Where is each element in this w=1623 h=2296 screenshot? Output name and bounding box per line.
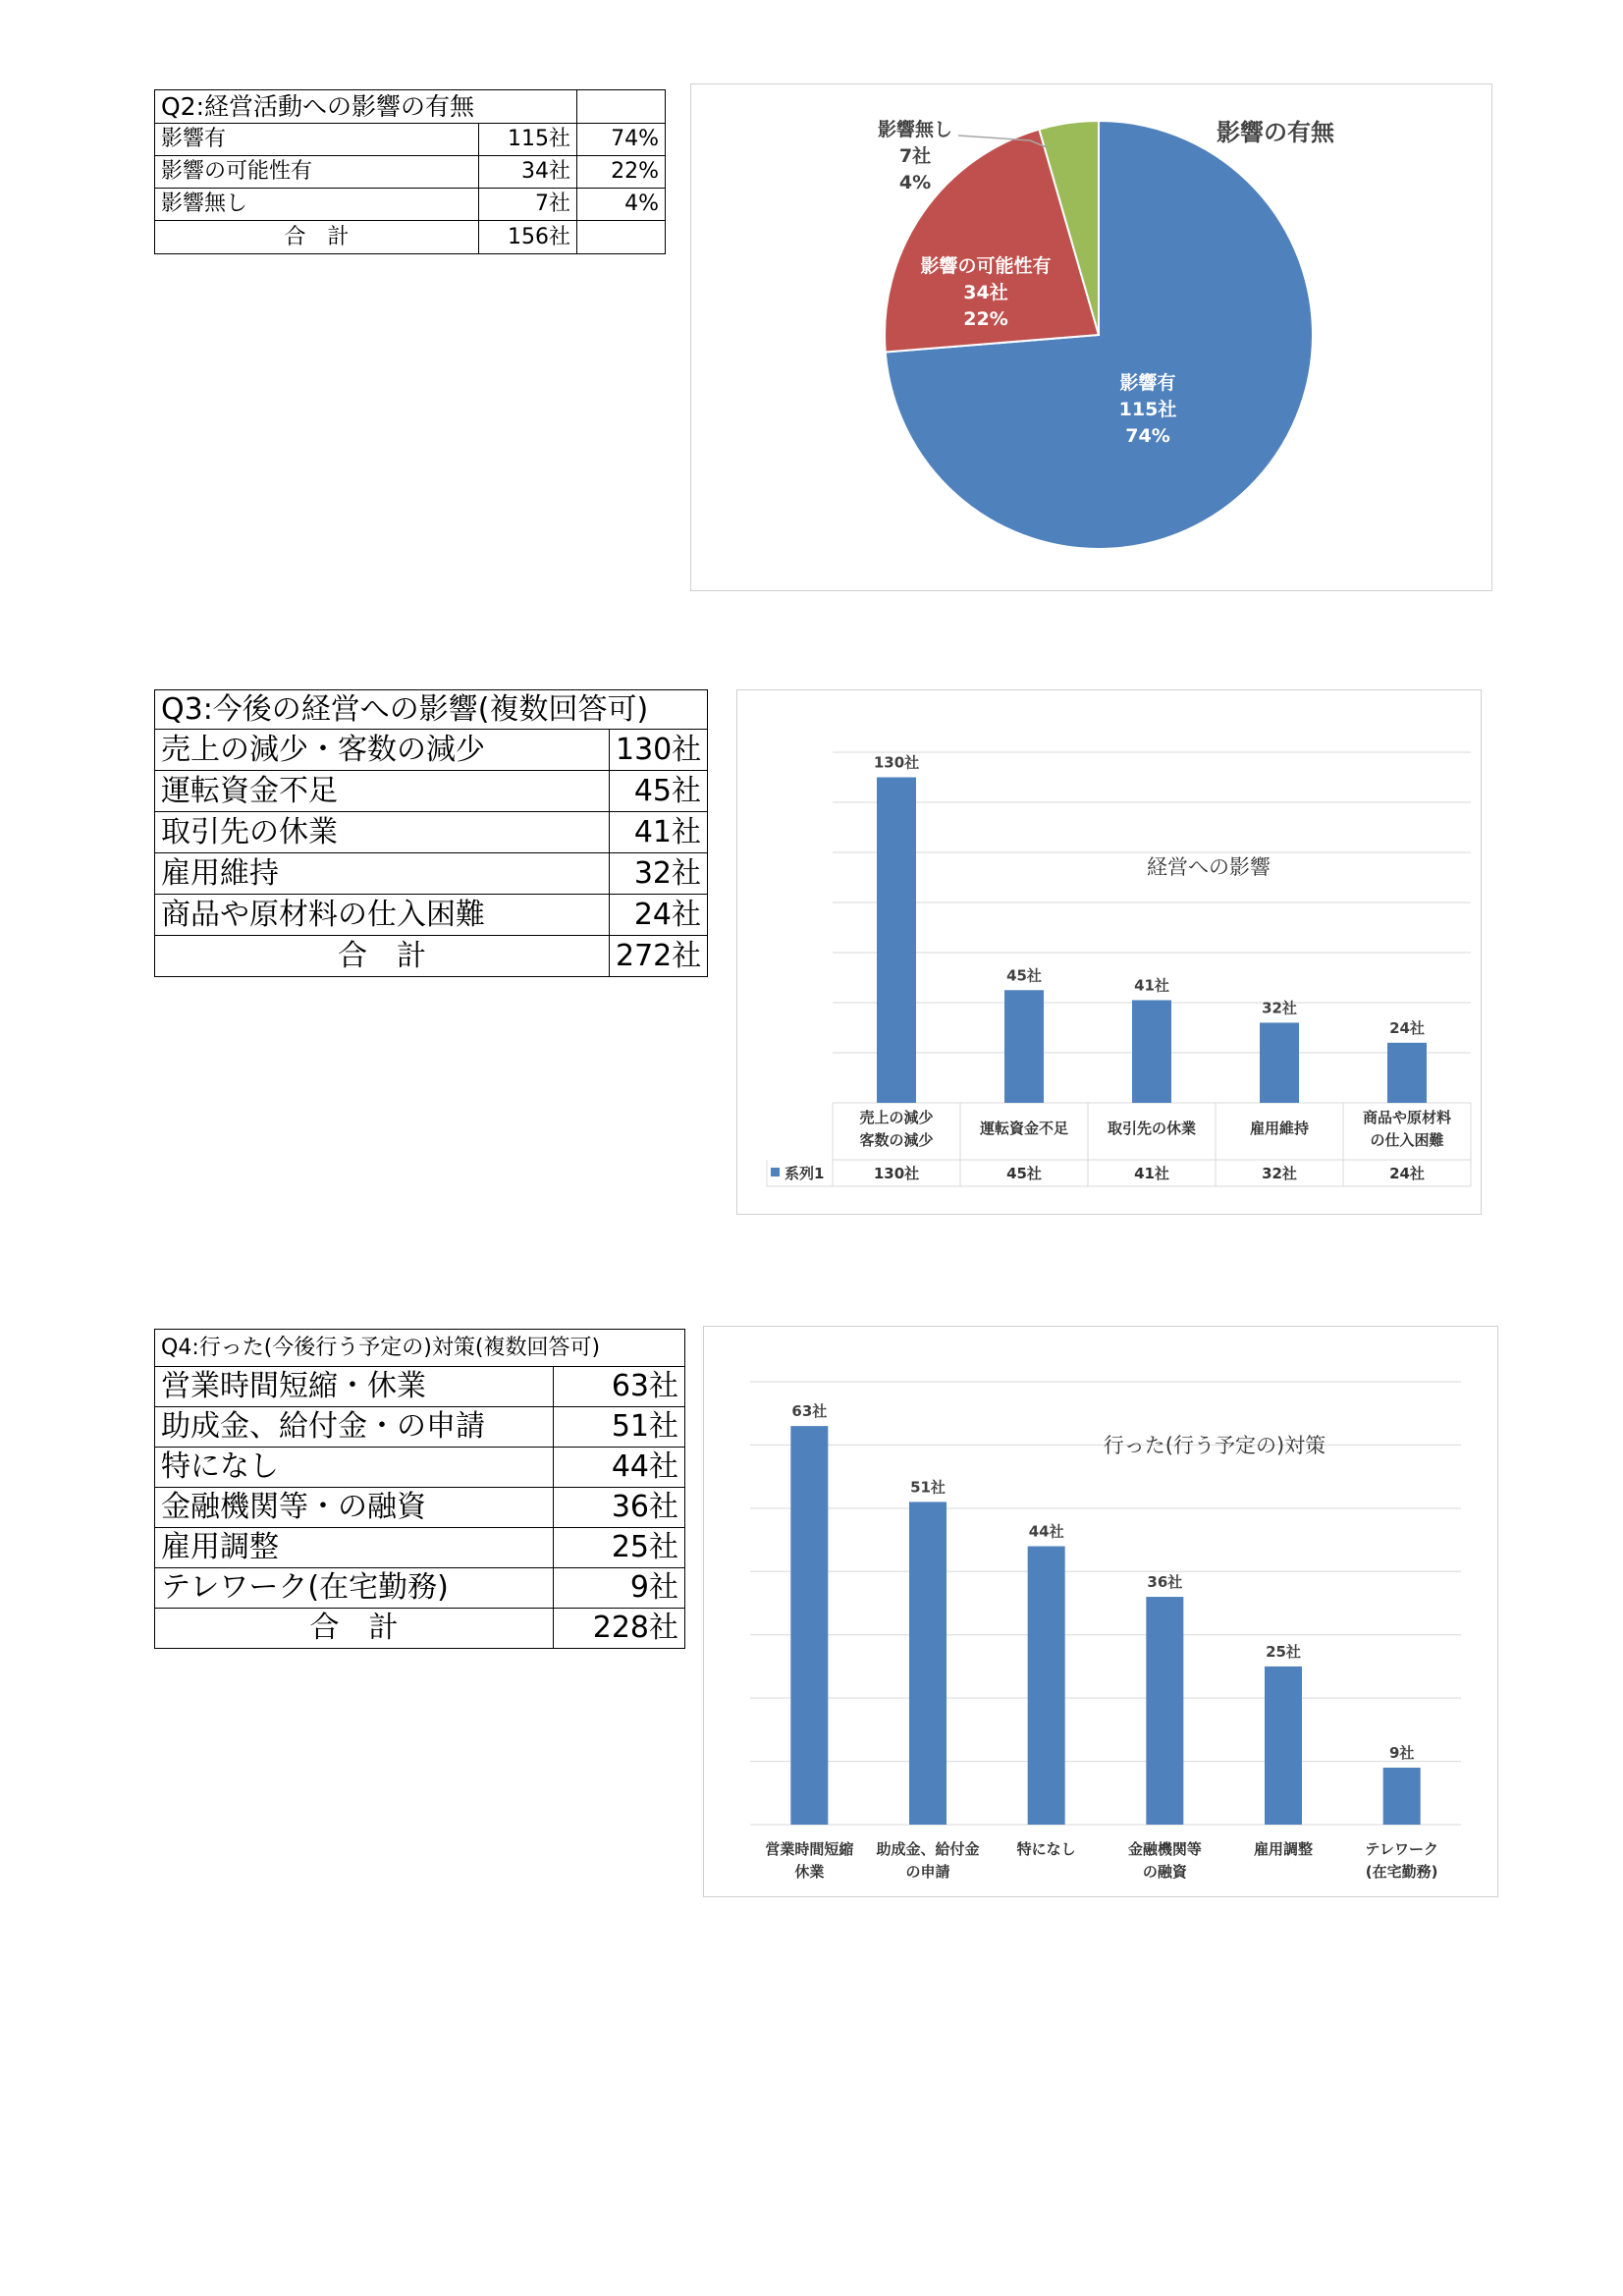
- table-value: 130社: [873, 1165, 920, 1182]
- q2-title: Q2:経営活動への影響の有無: [155, 90, 577, 124]
- bar-data-label: 130社: [873, 753, 920, 772]
- bar: [1028, 1547, 1065, 1825]
- pie-data-label: 7社: [898, 145, 932, 167]
- table-value: 32社: [1262, 1165, 1297, 1182]
- bar-data-label: 41社: [1134, 976, 1169, 995]
- category-label: 売上の減少: [859, 1109, 934, 1126]
- category-label: 特になし: [1016, 1840, 1076, 1858]
- category-label: 運転資金不足: [979, 1120, 1069, 1137]
- legend-label: 系列1: [784, 1165, 825, 1182]
- category-label: 雇用調整: [1253, 1840, 1314, 1858]
- bar: [1260, 1022, 1299, 1103]
- bar-data-label: 25社: [1266, 1642, 1301, 1661]
- bar: [877, 778, 916, 1104]
- chart-title: 影響の有無: [1217, 119, 1334, 146]
- bar: [1383, 1768, 1421, 1825]
- bar-data-label: 32社: [1262, 999, 1297, 1017]
- legend-key: [771, 1168, 780, 1176]
- bar: [1132, 1000, 1171, 1103]
- table-value: 45社: [1006, 1165, 1042, 1182]
- bar-data-label: 44社: [1028, 1522, 1064, 1541]
- category-label: 営業時間短縮: [765, 1840, 854, 1858]
- pie-data-label: 74%: [1125, 425, 1170, 447]
- bar: [909, 1502, 947, 1825]
- category-label: の申請: [905, 1863, 950, 1881]
- pie-chart-frame: [690, 83, 1492, 591]
- bar-chart-frame-q3: [736, 689, 1482, 1215]
- total-row: 合 計 156社: [155, 221, 666, 254]
- bar-data-label: 36社: [1147, 1573, 1183, 1592]
- bar-chart-frame-q4: [703, 1326, 1498, 1897]
- table-row: 影響有 115社 74%: [155, 124, 666, 156]
- q3-table: [154, 689, 708, 977]
- total-row: 合 計 272社: [155, 936, 708, 977]
- category-label: 客数の減少: [859, 1131, 934, 1149]
- table-value: 24社: [1389, 1165, 1425, 1182]
- table-row: 雇用維持 32社: [155, 853, 708, 895]
- q4-table: [154, 1329, 685, 1649]
- category-label: 商品や原材料: [1362, 1109, 1452, 1126]
- table-row: 雇用調整 25社: [155, 1528, 685, 1568]
- chart-title: 行った(行う予定の)対策: [1103, 1434, 1326, 1457]
- bar-chart-q4: [704, 1327, 1497, 1896]
- category-label: (在宅勤務): [1365, 1863, 1438, 1881]
- pie-data-label: 4%: [898, 172, 932, 193]
- bar-chart-q3: [737, 690, 1481, 1214]
- bar: [790, 1426, 828, 1825]
- category-label: 取引先の休業: [1107, 1120, 1197, 1137]
- pie-data-label: 34社: [963, 282, 1008, 303]
- table-row: 金融機関等・の融資 36社: [155, 1488, 685, 1528]
- chart-title: 経営への影響: [1147, 855, 1271, 879]
- category-label: の仕入困難: [1370, 1131, 1444, 1149]
- table-row: 商品や原材料の仕入困難 24社: [155, 895, 708, 936]
- category-label: 助成金、給付金: [876, 1840, 980, 1858]
- category-label: の融資: [1142, 1863, 1187, 1881]
- bar: [1146, 1597, 1183, 1825]
- table-row: 運転資金不足 45社: [155, 771, 708, 812]
- category-label: テレワーク: [1365, 1840, 1439, 1858]
- table-row: 取引先の休業 41社: [155, 812, 708, 853]
- pie-chart: [691, 84, 1491, 590]
- bar-data-label: 24社: [1389, 1018, 1425, 1037]
- table-row: テレワーク(在宅勤務) 9社: [155, 1568, 685, 1609]
- pie-data-label: 影響無し: [877, 119, 953, 140]
- table-row: 助成金、給付金・の申請 51社: [155, 1407, 685, 1448]
- pie-data-label: 影響の可能性有: [920, 255, 1052, 277]
- q2-table: [154, 89, 666, 254]
- bar-data-label: 45社: [1006, 966, 1042, 985]
- bar-data-label: 9社: [1388, 1744, 1415, 1763]
- q4-title: Q4:行った(今後行う予定の)対策(複数回答可): [155, 1330, 685, 1367]
- category-label: 金融機関等: [1127, 1840, 1202, 1858]
- bar: [1004, 990, 1044, 1103]
- table-value: 41社: [1134, 1165, 1169, 1182]
- table-row: 影響無し 7社 4%: [155, 189, 666, 221]
- table-row: 営業時間短縮・休業 63社: [155, 1367, 685, 1407]
- pie-data-label: 115社: [1118, 399, 1177, 420]
- bar-data-label: 51社: [910, 1478, 946, 1497]
- table-row: 影響の可能性有 34社 22%: [155, 156, 666, 189]
- q3-title: Q3:今後の経営への影響(複数回答可): [155, 690, 708, 730]
- bar: [1387, 1043, 1427, 1103]
- table-row: 特になし 44社: [155, 1448, 685, 1488]
- table-row: 売上の減少・客数の減少 130社: [155, 730, 708, 771]
- total-row: 合 計 228社: [155, 1609, 685, 1649]
- q2-title-row: [155, 90, 666, 124]
- category-label: 休業: [794, 1863, 825, 1881]
- category-label: 雇用維持: [1249, 1120, 1310, 1137]
- bar-data-label: 63社: [791, 1402, 828, 1421]
- bar: [1265, 1667, 1302, 1825]
- pie-data-label: 22%: [963, 308, 1008, 330]
- pie-data-label: 影響有: [1119, 372, 1176, 394]
